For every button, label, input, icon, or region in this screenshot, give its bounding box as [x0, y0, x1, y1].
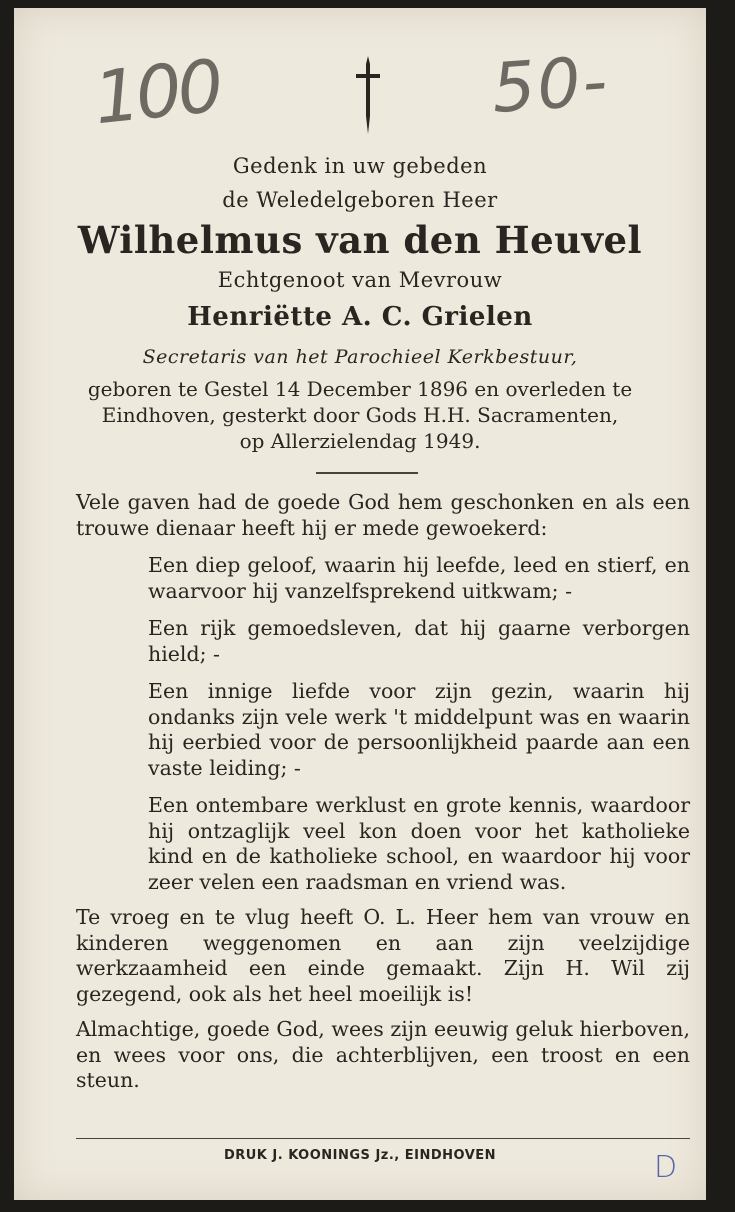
- intro-line-2: de Weledelgeboren Heer: [222, 188, 498, 212]
- closing-paragraph: Te vroeg en te vlug heeft O. L. Heer hem van vrouw en kinderen weggenomen en aan zijn veelzijdige werkzaamheid een einde gemaakt. Zijn H. Wil zij gezegend, ook als het heel moeilijk is!: [76, 905, 690, 1006]
- deceased-role: Secretaris van het Parochieel Kerkbestuur,: [142, 346, 578, 368]
- birth-line: geboren te Gestel 14 December 1896 en overleden te: [87, 377, 633, 401]
- birth-line: Eindhoven, gesterkt door Gods H.H. Sacramenten,: [101, 403, 619, 427]
- virtue-item: Een ontembare werklust en grote kennis, waardoor hij ontzaglijk veel kon doen voor het katholieke kind en de katholieke school, en waardoor hij voor zeer velen een raadsman en vriend was.: [148, 793, 690, 894]
- printer-credit: DRUK J. KOONINGS Jz., EINDHOVEN: [223, 1148, 497, 1163]
- prayer-card: [14, 8, 706, 1200]
- prayer-paragraph: Almachtige, goede God, wees zijn eeuwig geluk hierboven, en wees voor ons, die achterblijven, een troost en een steun.: [76, 1017, 690, 1092]
- spouse-name: Henriëtte A. C. Grielen: [187, 302, 533, 332]
- blue-pencil-mark: D: [654, 1150, 678, 1185]
- deceased-name: Wilhelmus van den Heuvel: [77, 218, 643, 262]
- divider-short: [316, 472, 418, 474]
- birth-line: op Allerzielendag 1949.: [239, 429, 481, 453]
- virtue-item: Een diep geloof, waarin hij leefde, leed en stierf, en waarvoor hij vanzelfsprekend uitkwam; -: [148, 553, 690, 603]
- intro-paragraph: Vele gaven had de goede God hem geschonken en als een trouwe dienaar heeft hij er mede gewoekerd:: [76, 490, 690, 540]
- pencil-note-left: 100: [89, 43, 224, 141]
- birth-death-text: [14, 376, 706, 454]
- virtue-item: Een rijk gemoedsleven, dat hij gaarne verborgen hield; -: [148, 616, 690, 666]
- intro-line-1: Gedenk in uw gebeden: [232, 154, 488, 178]
- spouse-intro: Echtgenoot van Mevrouw: [217, 268, 503, 292]
- divider-footer: [76, 1138, 690, 1139]
- cross-icon: [354, 56, 382, 134]
- virtue-item: Een innige liefde voor zijn gezin, waarin hij ondanks zijn vele werk 't middelpunt was en waarin hij eerbied voor de persoonlijkheid paarde aan een vaste leiding; -: [148, 679, 690, 780]
- pencil-note-right: 50-: [489, 42, 612, 129]
- memorial-text: [76, 490, 690, 1094]
